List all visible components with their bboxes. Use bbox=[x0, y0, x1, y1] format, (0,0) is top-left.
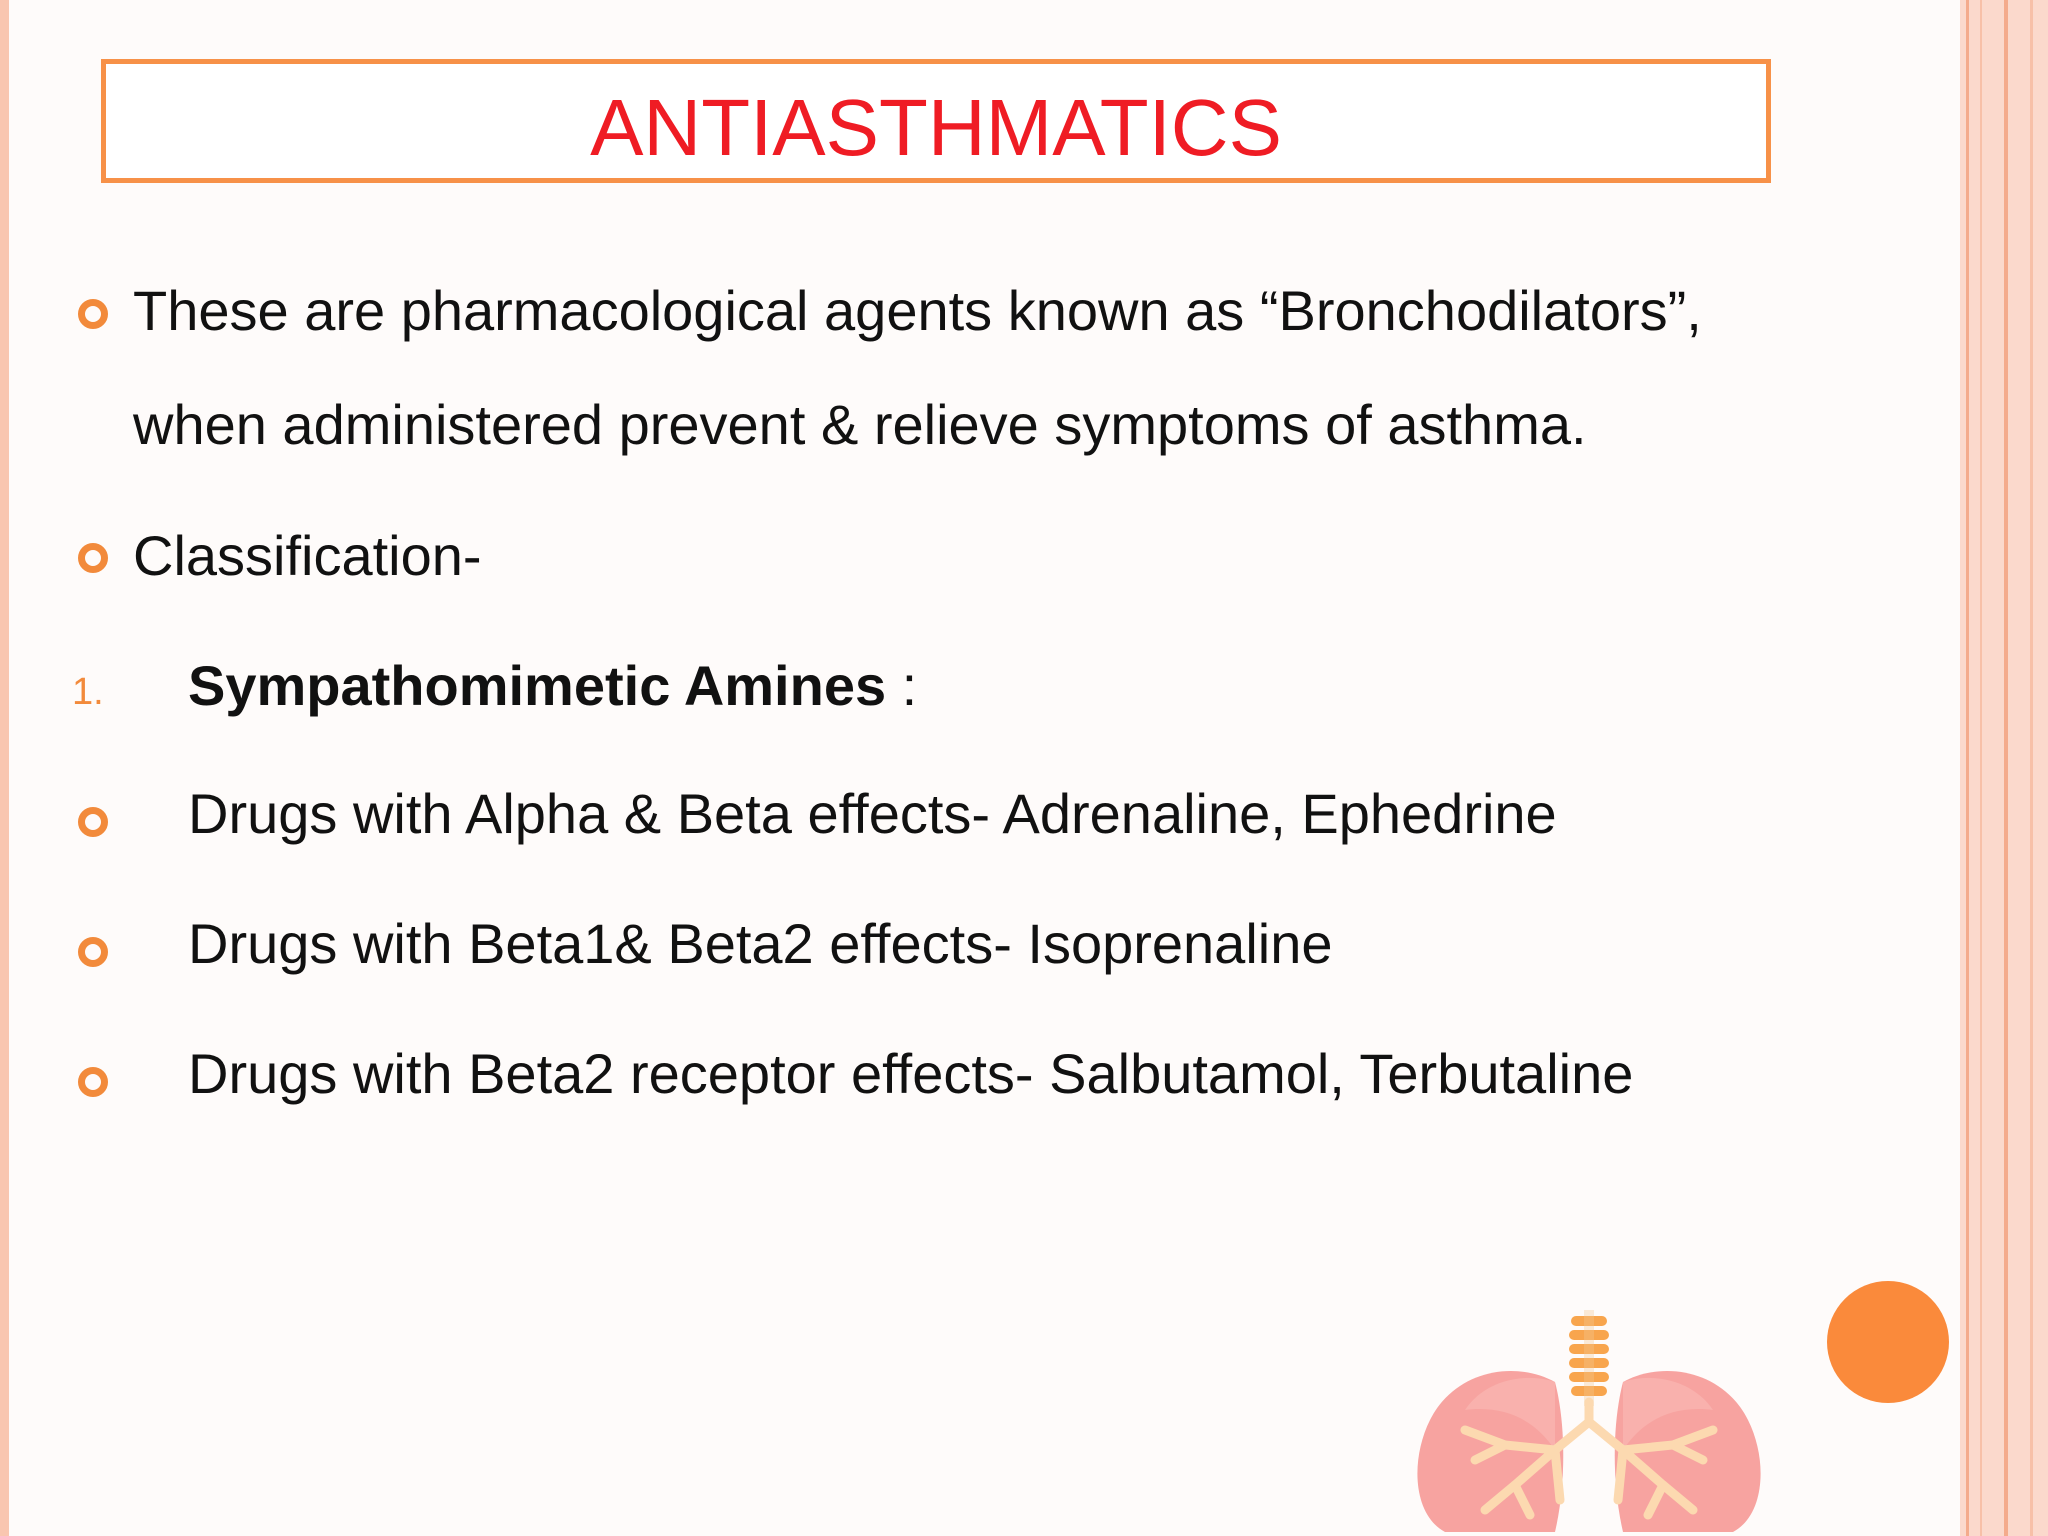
sub-bullet-text-2: Drugs with Beta1& Beta2 effects- Isoprenaline bbox=[188, 912, 1333, 975]
slide-canvas bbox=[9, 0, 1960, 1536]
numbered-item-heading bbox=[188, 654, 917, 718]
lungs-icon bbox=[1405, 1310, 1775, 1536]
left-border-stripe bbox=[0, 0, 9, 1536]
sub-bullet-text-3: Drugs with Beta2 receptor effects- Salbutamol, Terbutaline bbox=[188, 1042, 1634, 1105]
right-decorative-band bbox=[1960, 0, 2048, 1536]
ring-bullet-icon bbox=[78, 937, 108, 967]
ring-bullet-icon bbox=[78, 1067, 108, 1097]
ring-bullet-icon bbox=[78, 543, 108, 573]
classification-label: Classification- bbox=[133, 524, 482, 587]
sub-bullet-text-1: Drugs with Alpha & Beta effects- Adrenaline, Ephedrine bbox=[188, 782, 1557, 845]
numbered-item-suffix: : bbox=[886, 654, 918, 717]
title-box bbox=[101, 59, 1771, 183]
list-number: 1. bbox=[72, 671, 104, 713]
intro-line-2: when administered prevent & relieve symptoms of asthma. bbox=[133, 393, 1587, 456]
intro-line-1: These are pharmacological agents known as “Bronchodilators”, bbox=[133, 279, 1702, 342]
ring-bullet-icon bbox=[78, 299, 108, 329]
orange-circle-decoration bbox=[1827, 1281, 1949, 1403]
slide-title: ANTIASTHMATICS bbox=[590, 83, 1282, 172]
numbered-item-title: Sympathomimetic Amines bbox=[188, 654, 887, 717]
ring-bullet-icon bbox=[78, 807, 108, 837]
